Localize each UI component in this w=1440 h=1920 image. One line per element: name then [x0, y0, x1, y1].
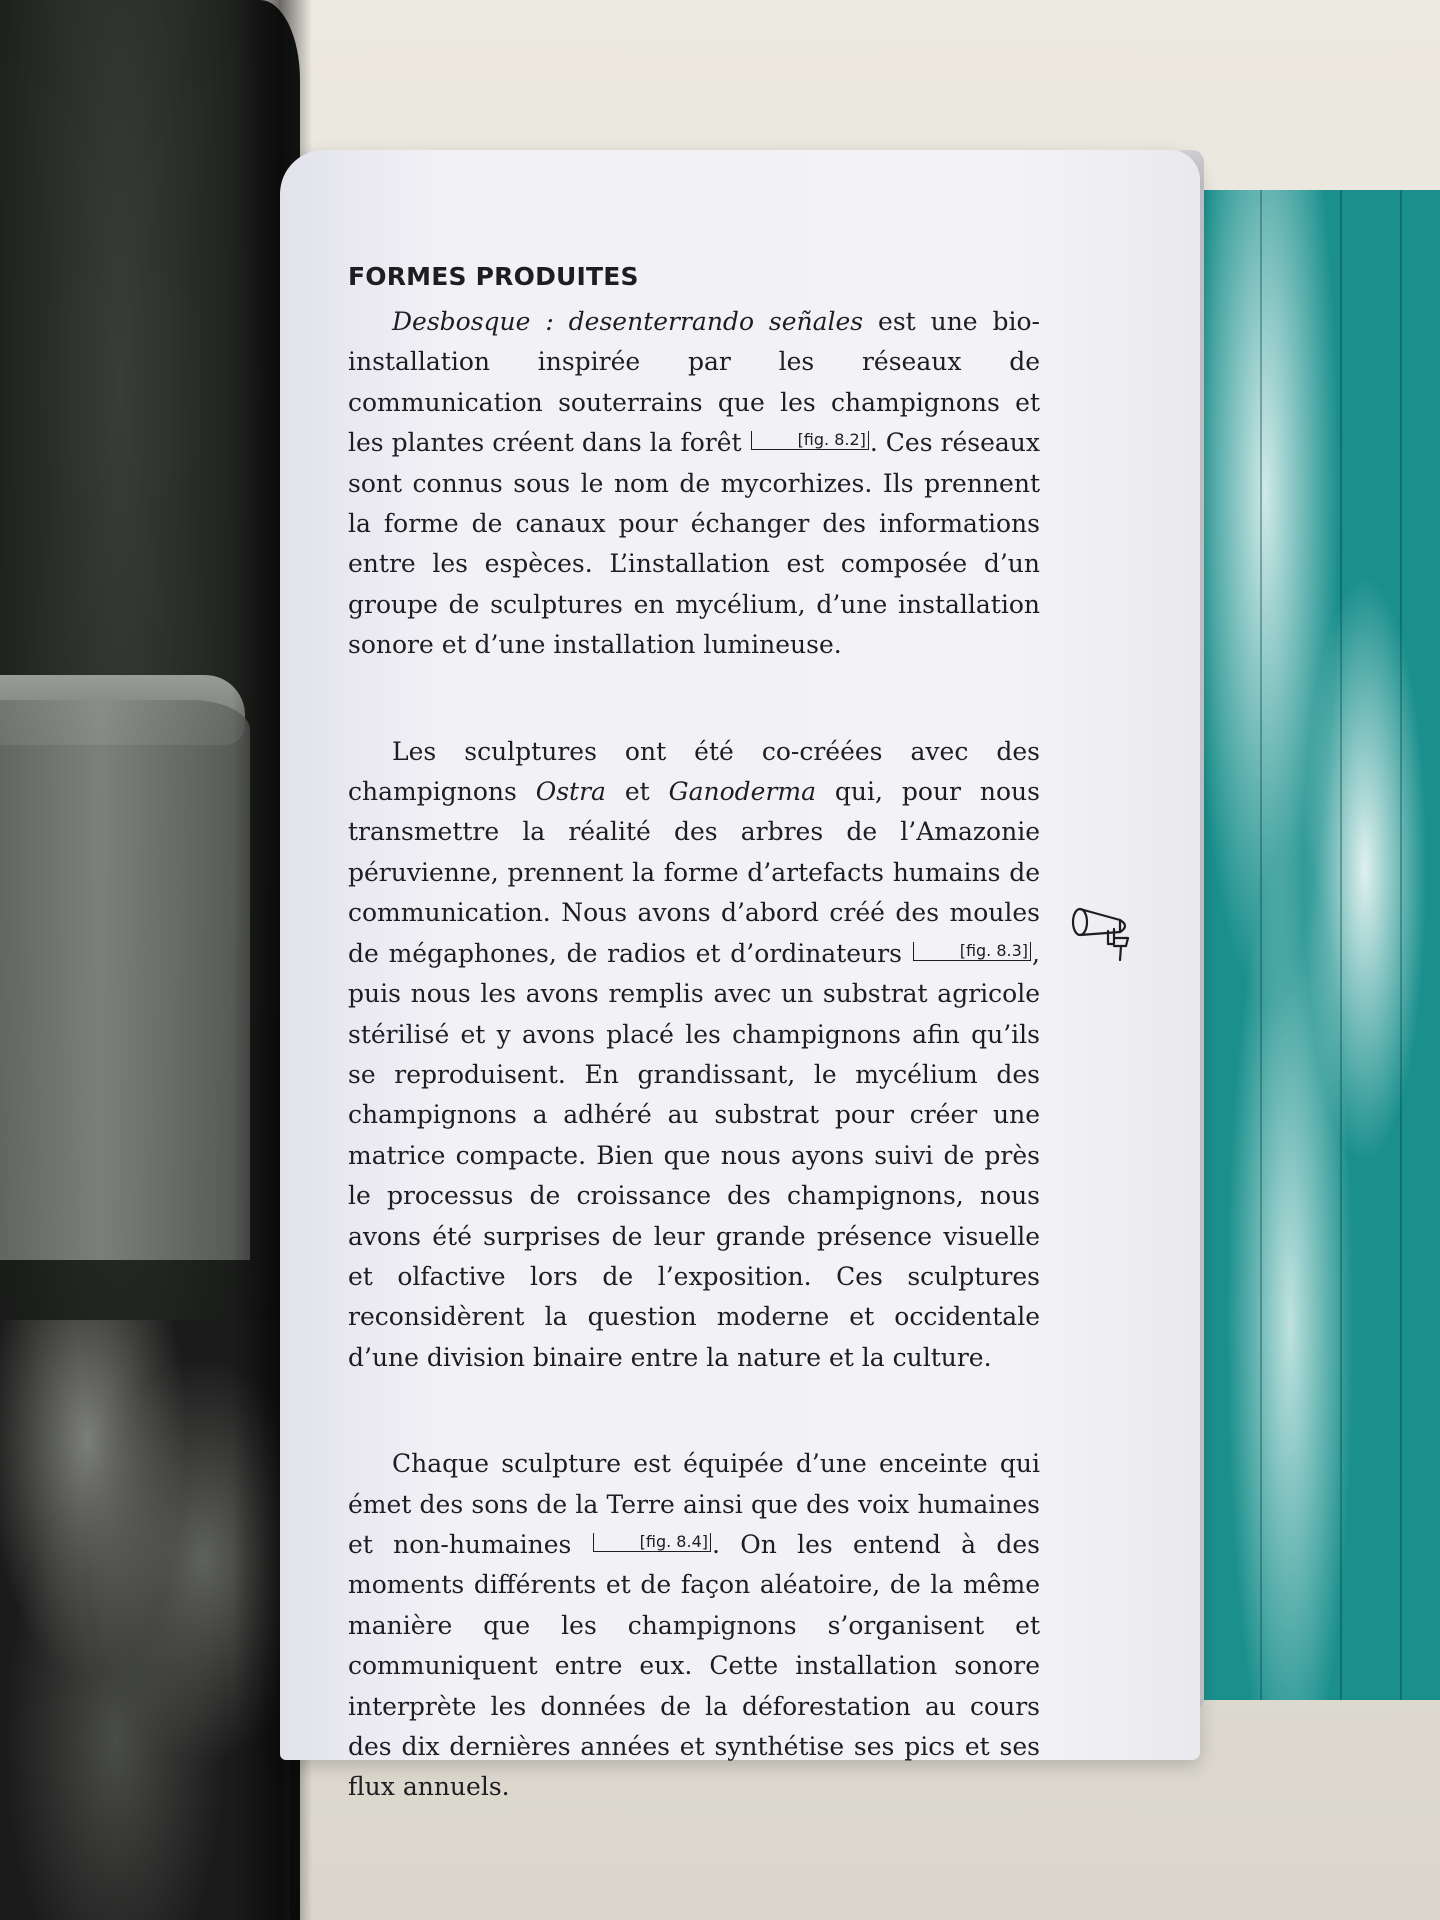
page-streak: [1340, 190, 1342, 1700]
stone-vessel: [0, 700, 250, 1260]
paragraph-3: [348, 1444, 1040, 1808]
body-text: Chaque sculpture est équipée d’une enceinte qui émet des sons de la Terre ainsi que des voix humaines et non-humaines: [348, 1449, 1040, 1559]
page-streak: [1400, 190, 1402, 1700]
teal-cyanotype-page: [1190, 190, 1440, 1700]
italic-text: Ostra: [535, 777, 606, 807]
figure-reference: [fig. 8.4]: [593, 1533, 711, 1552]
italic-text: Desbosque : desenterrando señales: [392, 307, 864, 336]
italic-text: Ganoderma: [668, 777, 817, 807]
text-block: [348, 258, 1040, 1808]
page-streak: [1260, 190, 1262, 1700]
paragraph-1: [348, 302, 1040, 666]
body-text: Les sculptures ont été co-créées avec des champignons: [348, 736, 1040, 807]
paragraph-2: [348, 732, 1040, 1379]
body-text: . On les entend à des moments différents et de façon aléatoire, de la même manière que les champignons s’organisent et communiquent entre eux. Cette installation sonore interprète les données de la déforestation au cours des dix dernières années et synthétise ses pics et ses flux annuels.: [348, 1529, 1040, 1802]
body-text: est une bio-installation inspirée par les réseaux de communication souterrains que les champignons et les plantes créent dans la forêt: [348, 307, 1040, 458]
figure-reference: [fig. 8.3]: [913, 942, 1031, 961]
body-text: . Ces réseaux sont connus sous le nom de mycorhizes. Ils prennent la forme de canaux pour échanger des informations entre les espèces. L’installation est composée d’un groupe de sculptures en mycélium, d’une installation sonore et d’une installation lumineuse.: [348, 428, 1040, 660]
body-text: et: [605, 777, 669, 807]
figure-reference: [fig. 8.2]: [751, 431, 869, 450]
body-text: qui, pour nous transmettre la réalité des arbres de l’Amazonie péruvienne, prennent la forme d’artefacts humains de communication. Nous avons d’abord créé des moules de mégaphones, de radios et d’ordinateurs: [348, 777, 1040, 968]
section-heading: FORMES PRODUITES: [348, 262, 639, 291]
body-text: , puis nous les avons remplis avec un substrat agricole stérilisé et y avons placé les champignons afin qu’ils se reproduisent. En grandissant, le mycélium des champignons a adhéré au substrat pour créer une matrice compacte. Bien que nous ayons suivi de près le processus de croissance des champignons, nous avons été surprises de leur grande présence visuelle et olfactive lors de l’exposition. Ces sculptures reconsidèrent la question moderne et occidentale d’une division binaire entre la nature et la culture.: [348, 938, 1040, 1372]
megaphone-icon: [1068, 900, 1140, 970]
